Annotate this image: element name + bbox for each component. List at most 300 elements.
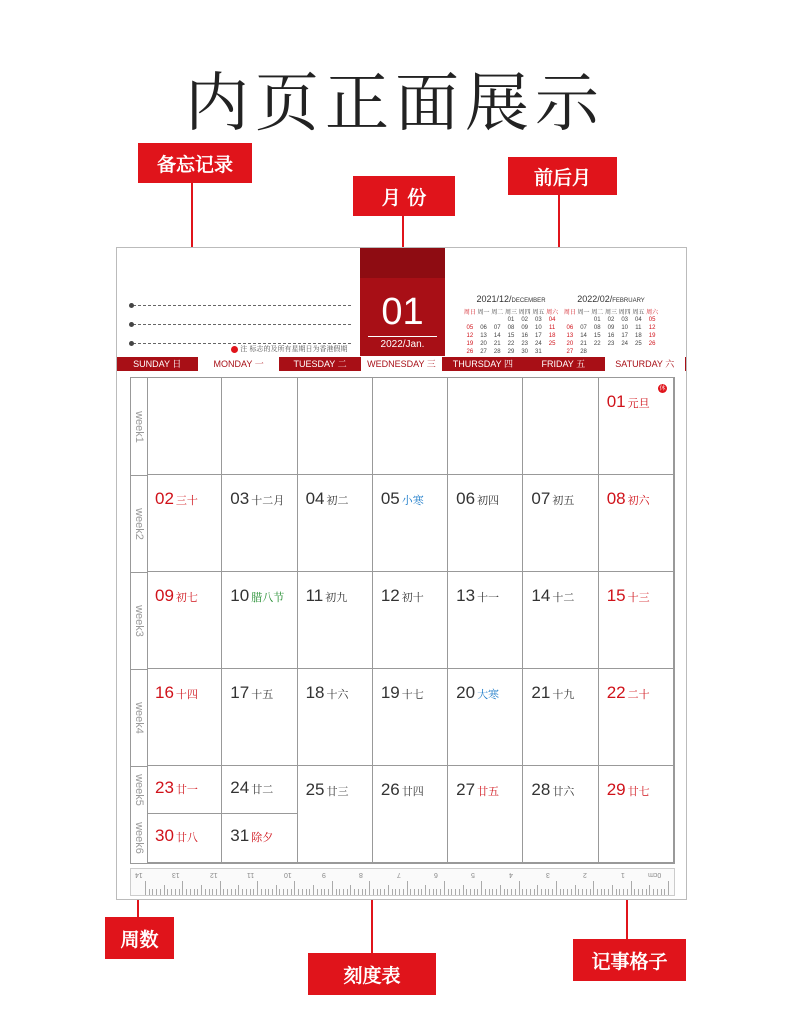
ruler-tick [578,889,579,895]
ruler-tick [152,889,153,895]
day-cell[interactable] [147,669,222,766]
day-cell[interactable] [448,669,523,766]
day-cell-empty[interactable] [373,378,448,475]
ruler-tick [616,889,617,895]
ruler-label: 6 [433,871,438,878]
ruler-label: 10 [284,871,293,878]
lunar-label: 廿八 [175,832,198,844]
day-cell[interactable] [222,572,297,669]
memo-line [133,324,351,325]
holiday-badge-icon: 休 [659,385,666,392]
mini-day: 20 [480,341,487,347]
weekday-6: SATURDAY 六 [604,357,686,371]
ruler-tick [466,889,467,895]
day-number: 12 初十 [380,586,424,605]
ruler-tick [392,889,393,895]
ruler-label: 8 [359,871,364,878]
ruler-tick [238,885,239,895]
ruler-tick [167,889,168,895]
ruler-tick [597,889,598,895]
week-number-column [131,378,148,863]
ruler-tick [294,881,295,895]
mini-day: 08 [507,325,515,331]
ruler-tick [287,889,288,895]
callout-note-cells: 记事格子 [573,939,686,981]
day-cell[interactable] [523,475,598,572]
lunar-label: 初二 [326,495,349,507]
day-cell[interactable] [298,669,373,766]
ruler-tick [433,889,434,895]
lunar-label: 十九 [552,689,575,701]
ruler-tick [436,889,437,895]
day-cell-empty[interactable] [298,378,373,475]
ruler-tick [530,889,531,895]
ruler-tick [582,889,583,895]
day-cell-empty[interactable] [523,378,598,475]
day-number: 25 廿三 [305,780,349,799]
ruler-tick [250,889,251,895]
week-divider [131,669,147,670]
ruler-tick [350,885,351,895]
ruler-tick [324,889,325,895]
mini-weekday: 周四 [518,310,531,316]
callout-adjacent-months: 前后月 [508,157,617,195]
ruler-tick [481,881,482,895]
mini-day: 12 [466,333,474,339]
day-cell[interactable] [147,814,222,863]
mini-day: 19 [648,333,656,339]
ruler-tick [242,889,243,895]
ruler-tick [507,889,508,895]
day-cell[interactable] [599,475,674,572]
ruler-label: 14 [135,871,143,878]
ruler-tick [227,889,228,895]
day-cell[interactable] [448,572,523,669]
ruler-tick [567,889,568,895]
mini-day: 24 [535,341,542,347]
mini-day: 17 [535,333,542,339]
ruler-tick [504,889,505,895]
mini-day: 25 [548,341,556,347]
mini-day: 24 [621,341,628,347]
mini-day: 16 [521,333,528,339]
ruler-tick [418,889,419,895]
lunar-label: 十五 [251,689,274,701]
day-cell[interactable] [373,669,448,766]
ruler-tick [470,889,471,895]
week-label: week1 [133,410,145,443]
mini-weekday: 周一 [477,310,490,316]
ruler-tick [279,889,280,895]
ruler-tick [201,885,202,895]
day-number: 17 十五 [230,683,274,702]
day-number: 11 初九 [305,586,348,605]
ruler-tick [410,889,411,895]
day-number: 26 廿四 [380,780,424,799]
day-cell[interactable] [298,766,373,863]
ruler-tick [149,889,150,895]
mini-day: 07 [580,325,587,331]
ruler-tick [657,889,658,895]
ruler-tick [519,881,520,895]
day-cell[interactable] [147,475,222,572]
lunar-label: 初十 [401,592,424,604]
mini-day: 21 [493,341,501,347]
ruler-tick [388,885,389,895]
day-cell[interactable] [448,475,523,572]
ruler-tick [590,889,591,895]
ruler-tick [552,889,553,895]
mini-day: 09 [607,325,615,331]
ruler-tick [354,889,355,895]
mini-day: 28 [580,349,587,355]
mini-day: 26 [648,341,656,347]
ruler-tick [369,881,370,895]
day-cell-empty[interactable] [222,378,297,475]
day-number: 31 除夕 [230,826,274,845]
mini-day: 28 [493,349,501,355]
lunar-label: 十四 [175,689,198,701]
ruler-tick [317,889,318,895]
mini-day: 02 [607,317,615,323]
ruler-tick [209,889,210,895]
day-cell[interactable] [373,572,448,669]
lunar-label: 十六 [326,689,349,701]
mini-day: 15 [593,333,601,339]
ruler-tick [601,889,602,895]
day-number: 03 十二月 [230,489,285,508]
lunar-label: 初四 [477,495,500,507]
day-cell[interactable] [147,572,222,669]
lunar-label: 廿四 [401,786,424,798]
mini-day: 09 [521,325,528,331]
callout-week-number: 周数 [105,917,174,959]
day-number: 30 廿八 [155,826,198,845]
ruler-tick [362,889,363,895]
mini-weekday: 周一 [577,310,590,316]
weekday-header [117,357,686,371]
ruler-tick [291,889,292,895]
week-label: week2 [133,507,145,540]
day-cell[interactable] [222,669,297,766]
day-number: 27 廿五 [456,780,500,799]
mini-day: 01 [507,317,515,323]
weekday-3: WEDNESDAY 三 [360,357,442,371]
mini-day: 11 [548,325,556,331]
lunar-label: 廿五 [477,786,500,798]
mini-day: 02 [521,317,528,323]
mini-day [477,316,491,324]
lunar-label: 十二 [552,592,575,604]
lunar-label: 初九 [325,592,348,604]
week-label: week4 [133,701,145,734]
ruler-tick [642,889,643,895]
day-number: 02 三十 [155,489,198,508]
mini-day [632,348,646,356]
day-number: 07 初五 [531,489,575,508]
ruler-tick [343,889,344,895]
mini-day: 10 [535,325,542,331]
day-cell[interactable] [599,669,674,766]
lunar-label: 小寒 [401,495,424,507]
ruler-tick [608,889,609,895]
ruler-tick [194,889,195,895]
callout-ruler: 刻度表 [308,953,436,995]
ruler-tick [220,881,221,895]
day-number: 01 元旦 [606,392,650,411]
mini-weekday: 周四 [618,310,631,316]
page-headline: 内页正面展示 [185,67,605,141]
mini-day: 12 [648,325,656,331]
week-label: week5 [133,774,145,806]
ruler-tick [171,889,172,895]
mini-weekday: 周六 [546,310,559,316]
day-cell[interactable] [298,572,373,669]
ruler-tick [272,889,273,895]
mini-day [545,348,559,356]
mini-day [590,348,604,356]
mini-day: 07 [493,325,501,331]
week-divider [131,766,147,767]
week-divider [131,475,147,476]
ruler-tick [223,889,224,895]
calendar-page [116,247,687,900]
ruler-tick [164,885,165,895]
ruler-tick [347,889,348,895]
lunar-label: 元旦 [627,398,650,410]
mini-weekday: 周二 [591,310,604,316]
weekday-4: THURSDAY 四 [452,359,513,369]
ruler-tick [474,889,475,895]
ruler-tick [571,889,572,895]
ruler-tick [653,889,654,895]
day-cell-empty[interactable] [448,378,523,475]
mini-day [463,316,477,324]
ruler-tick [306,889,307,895]
ruler-tick [160,889,161,895]
mini-day: 14 [493,333,501,339]
ruler-tick [235,889,236,895]
ruler-tick [395,889,396,895]
ruler-tick [556,881,557,895]
ruler-tick [283,889,284,895]
mini-day: 27 [480,349,487,355]
day-number: 22 二十 [606,683,650,702]
ruler-label: 3 [545,871,550,878]
mini-weekday: 周二 [491,310,504,316]
ruler-tick [459,889,460,895]
holiday-note-text: 注 标志的及所有星期日为香港假期 [240,345,348,353]
ruler-label: 12 [209,871,218,878]
mini-day [563,316,577,324]
ruler-tick [612,885,613,895]
ruler-tick [455,889,456,895]
day-cell[interactable] [448,766,523,863]
mini-day: 18 [635,333,642,339]
ruler-label: 0cm [648,871,662,878]
day-number: 13 十一 [456,586,500,605]
day-number: 16 十四 [155,683,198,702]
day-number: 15 十三 [606,586,650,605]
ruler-tick [414,889,415,895]
mini-weekday: 周五 [632,310,645,316]
ruler-tick [186,889,187,895]
day-cell[interactable] [373,475,448,572]
ruler-tick [190,889,191,895]
day-cell[interactable] [222,475,297,572]
day-number: 04 初二 [305,489,349,508]
day-cell-empty[interactable] [147,378,222,475]
day-number: 20 大寒 [456,683,500,702]
ruler-tick [179,889,180,895]
ruler-tick [664,889,665,895]
mini-day: 17 [621,333,628,339]
ruler-tick [496,889,497,895]
ruler-tick [231,889,232,895]
mini-day [604,348,618,356]
ruler-label: 1 [620,871,625,878]
ruler-tick [403,889,404,895]
day-cell[interactable] [599,378,674,475]
ruler-tick [212,889,213,895]
ruler-tick [604,889,605,895]
ruler-tick [257,881,258,895]
day-cell[interactable] [523,572,598,669]
day-cell[interactable] [222,814,297,863]
mini-day: 04 [548,317,556,323]
mini-day: 23 [521,341,528,347]
day-cell[interactable] [298,475,373,572]
ruler-tick [575,885,576,895]
ruler-label: 2 [583,871,588,878]
mini-weekday: 周三 [504,310,517,316]
ruler-tick [593,881,594,895]
callout-month: 月 份 [353,176,455,216]
day-number: 14 十二 [531,586,575,605]
day-number: 09 初七 [155,586,198,605]
mini-day: 26 [466,349,474,355]
ruler-tick [515,889,516,895]
ruler-tick [586,889,587,895]
holiday-note [231,344,347,354]
mini-day: 22 [507,341,515,347]
day-number: 06 初四 [456,489,500,508]
mini-day: 14 [580,333,587,339]
lunar-label: 十一 [477,592,500,604]
ruler-tick [444,881,445,895]
ruler-tick [646,889,647,895]
mini-day [645,348,659,356]
day-number: 24 廿二 [230,778,274,797]
mini-day: 22 [593,341,601,347]
mini-day: 20 [566,341,574,347]
day-cell[interactable] [599,572,674,669]
ruler-tick [492,889,493,895]
day-cell[interactable] [523,766,598,863]
mini-day: 27 [566,349,574,355]
ruler-tick [373,889,374,895]
day-number: 19 十七 [380,683,424,702]
ruler-tick [332,881,333,895]
mini-day: 05 [648,317,656,323]
ruler-tick [302,889,303,895]
ruler-tick [309,889,310,895]
ruler-tick [425,885,426,895]
lunar-label: 除夕 [251,832,274,844]
ruler-tick [448,889,449,895]
mini-day: 18 [548,333,556,339]
mini-day [618,348,632,356]
ruler-tick [545,889,546,895]
lunar-label: 十二月 [251,495,285,507]
lunar-label: 廿三 [326,786,349,798]
mini-day: 03 [621,317,628,323]
ruler-tick [328,889,329,895]
mini-day: 30 [521,349,528,355]
mini-calendar-next [563,294,659,356]
mini-day: 21 [580,341,587,347]
ruler-tick [145,881,146,895]
lunar-label: 腊八节 [251,592,285,604]
ruler-tick [619,889,620,895]
ruler-tick [560,889,561,895]
ruler-tick [246,889,247,895]
ruler-tick [253,889,254,895]
ruler-tick [421,889,422,895]
ruler-tick [511,889,512,895]
day-cell[interactable] [147,766,222,814]
day-cell[interactable] [599,766,674,863]
ruler-tick [548,889,549,895]
callout-memo: 备忘记录 [138,143,252,183]
mini-weekday: 周三 [604,310,617,316]
mini-day: 03 [535,317,542,323]
ruler-tick [339,889,340,895]
lunar-label: 二十 [627,689,650,701]
ruler-tick [336,889,337,895]
mini-day: 06 [566,325,574,331]
lunar-label: 大寒 [477,689,500,701]
lunar-label: 初六 [627,495,650,507]
ruler-tick [649,885,650,895]
ruler-label: 9 [321,871,326,878]
ruler-tick [526,889,527,895]
holiday-mark-icon [231,346,238,353]
memo-line [133,305,351,306]
mini-weekday: 周六 [646,310,659,316]
mini-day: 10 [621,325,628,331]
day-cell[interactable] [373,766,448,863]
ruler-label: 13 [172,871,181,878]
ruler-tick [377,889,378,895]
day-cell[interactable] [222,766,297,814]
mini-day: 23 [607,341,615,347]
ruler-tick [205,889,206,895]
ruler-label: 11 [247,871,255,878]
ruler-tick [440,889,441,895]
day-cell[interactable] [523,669,598,766]
lunar-label: 廿七 [627,786,650,798]
ruler-tick [661,889,662,895]
week-label: week3 [133,604,145,637]
ruler-tick [477,889,478,895]
mini-day: 13 [480,333,487,339]
month-tab [360,248,445,356]
mini-day: 31 [535,349,542,355]
calendar-grid [130,377,675,864]
mini-day: 29 [507,349,515,355]
lunar-label: 三十 [175,495,198,507]
